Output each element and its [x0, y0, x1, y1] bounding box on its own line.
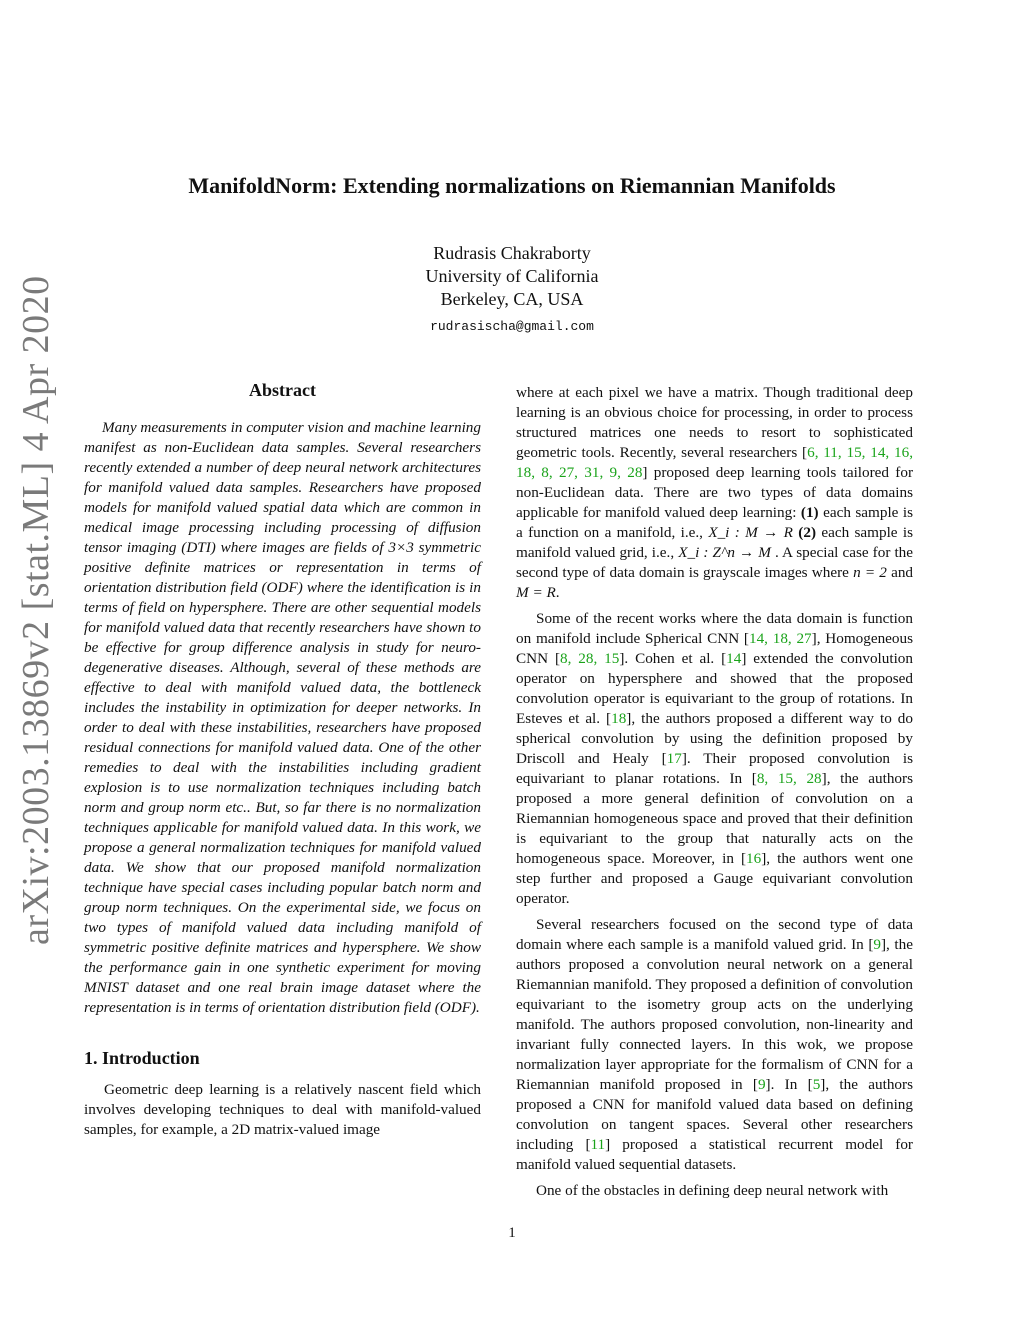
- bold-marker: (2): [798, 524, 817, 541]
- page-number: 1: [508, 1225, 516, 1241]
- text-run: ], the authors proposed a more general definition of convolution on a Riemannian homogeneous space and proved that their definition is equivariant to the group that naturally acts on the homogeneous space. Moreover, in [: [516, 770, 913, 867]
- text-run: ], Homogeneous CNN [: [516, 630, 914, 667]
- author-block: [0, 242, 1024, 338]
- text-run: . A special case for the second type of data domain is grayscale images where: [516, 544, 914, 581]
- left-column: [84, 380, 481, 1146]
- math-expression: X_i : Z^n → M: [678, 544, 771, 561]
- citation-link[interactable]: 18: [611, 710, 627, 727]
- paper-title: ManifoldNorm: Extending normalizations on Riemannian Manifolds: [188, 173, 836, 198]
- text-run: ]. Their proposed convolution is equivariant to planar rotations. In [: [516, 750, 913, 787]
- text-run: ]. In [: [765, 1076, 813, 1093]
- citation-link[interactable]: 5: [812, 1076, 821, 1093]
- citation-link[interactable]: 14: [726, 650, 742, 667]
- author-affiliation: University of California: [425, 266, 599, 286]
- text-run: ] extended the convolution operator on hypersphere and showed that the proposed convolution operator is equivariant to the group of rotations. In Esteves et al. [: [516, 650, 913, 727]
- citation-link[interactable]: 8, 15, 28: [756, 770, 822, 787]
- citation-link[interactable]: 16: [746, 850, 762, 867]
- text-run: and: [886, 564, 914, 581]
- author-email[interactable]: rudrasischa@gmail.com: [430, 319, 594, 334]
- text-run: each sample is a function on a manifold, i.e.,: [516, 504, 914, 541]
- paragraph: [516, 383, 913, 603]
- citation-link[interactable]: 14, 18, 27: [748, 630, 812, 647]
- citation-link[interactable]: 6, 11, 15, 14, 16, 18, 8, 27, 31, 9, 28: [516, 444, 913, 481]
- math-expression: X_i : M → R: [708, 524, 793, 541]
- abstract-text: Many measurements in computer vision and machine learning manifest as non-Euclidean data samples. Several researchers recently extended a number of deep neural network architectures for manifold valued data samples. Researchers have proposed models for manifold valued spatial data which are common in medical image processing including processing of diffusion tensor imaging (DTI) where images are fields of 3×3 symmetric positive definite matrices or representation in terms of orientation distribution field (ODF) where the identification is in terms of field on hypersphere. There are other sequential models for manifold valued data that recently researchers have shown to be effective for group difference analysis in study for neuro-degenerative diseases. Although, several of these methods are effective to deal with manifold valued data, the bottleneck includes the instability in optimization for deeper networks. In order to deal with these instabilities, researchers have proposed residual connections for manifold valued data. One of the other remedies to deal with the instabilities including gradient explosion is to use normalization techniques including batch norm and group norm etc.. But, so far there is no normalization techniques applicable for manifold valued data. In this work, we propose a general normalization techniques for manifold valued data. We show that our proposed manifold normalization technique have special cases including popular batch norm and group norm techniques. On the experimental side, we focus on two types of manifold valued data including manifold of symmetric positive definite matrices and hypersphere. We show the performance gain in one synthetic experiment for moving MNIST dataset and one real brain image dataset where the representation is in terms of orientation distribution field (ODF).: [84, 419, 481, 1016]
- author-name: Rudrasis Chakraborty: [433, 243, 591, 263]
- citation-link[interactable]: 17: [666, 750, 682, 767]
- text-run: ], the authors went one step further and proposed a Gauge equivariant convolution operator.: [516, 850, 913, 907]
- math-expression: n = 2: [853, 564, 887, 581]
- paragraph: One of the obstacles in defining deep neural network with: [536, 1182, 889, 1199]
- text-run: ], the authors proposed a different way to do spherical convolution by using the definition proposed by Driscoll and Healy [: [516, 710, 913, 767]
- text-run: ], the authors proposed a convolution neural network on a general Riemannian manifold. They proposed a definition of convolution equivariant to the isometry group acts on the underlying manifold. The authors proposed convolution, non-linearity and invariant fully connected layers. In this wok, we propose normalization layer appropriate for the formalism of CNN for a Riemannian manifold proposed in [: [516, 936, 913, 1093]
- intro-paragraph: Geometric deep learning is a relatively nascent field which involves developing techniques to deal with manifold-valued samples, for example, a 2D matrix-valued image: [84, 1081, 481, 1138]
- text-run: Several researchers focused on the second type of data domain where each sample is a manifold valued grid. In [: [516, 916, 913, 953]
- abstract-heading: Abstract: [249, 380, 316, 400]
- citation-link[interactable]: 9: [757, 1076, 766, 1093]
- section-heading-introduction: 1. Introduction: [84, 1048, 200, 1068]
- text-run: Some of the recent works where the data domain is function on manifold include Spherical CNN [: [516, 610, 913, 647]
- arxiv-stamp[interactable]: arXiv:2003.13869v2 [stat.ML] 4 Apr 2020: [15, 275, 57, 945]
- right-column: [516, 383, 913, 1207]
- citation-link[interactable]: 8, 28, 15: [560, 650, 620, 667]
- text-run: ]. Cohen et al. [: [619, 650, 727, 667]
- bold-marker: (1): [800, 504, 819, 521]
- math-expression: M = R: [516, 584, 556, 601]
- text-run: ] proposed deep learning tools tailored for non-Euclidean data. There are two types of data domains applicable for manifold valued deep learning:: [516, 464, 914, 521]
- text-run: .: [555, 584, 560, 601]
- text-run: ], the authors proposed a CNN for manifold valued data based on defining convolution on tangent spaces. Several other researchers including [: [516, 1076, 913, 1153]
- text-run: ] proposed a statistical recurrent model for manifold valued sequential datasets.: [516, 1136, 913, 1173]
- text-run: each sample is manifold valued grid, i.e.,: [516, 524, 914, 561]
- citation-link[interactable]: 9: [873, 936, 881, 953]
- text-run: where at each pixel we have a matrix. Though traditional deep learning is an obvious choice for processing, in order to process structured matrices one needs to resort to sophisticated geometric tools. Recently, several researchers [: [516, 384, 913, 461]
- paragraph: [516, 609, 913, 909]
- paragraph: [516, 915, 913, 1175]
- author-location: Berkeley, CA, USA: [440, 289, 584, 309]
- citation-link[interactable]: 11: [590, 1136, 606, 1153]
